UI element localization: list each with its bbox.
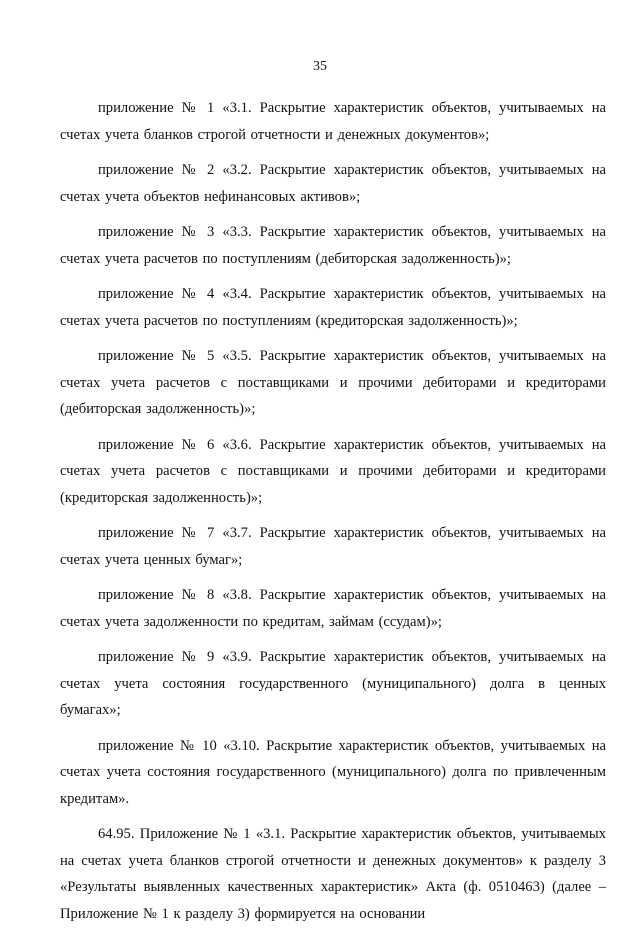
paragraph-appendix-9: приложение № 9 «3.9. Раскрытие характеристик объектов, учитываемых на счетах учета состояния государственного (муниципального) долга в ценных бумагах»; xyxy=(60,649,606,718)
paragraph-appendix-1: приложение № 1 «3.1. Раскрытие характеристик объектов, учитываемых на счетах учета бланков строгой отчетности и денежных документов»; xyxy=(60,100,606,143)
paragraph-appendix-7: приложение № 7 «3.7. Раскрытие характеристик объектов, учитываемых на счетах учета ценных бумаг»; xyxy=(60,525,606,568)
paragraph-appendix-10: приложение № 10 «3.10. Раскрытие характеристик объектов, учитываемых на счетах учета состояния государственного (муниципального) долга по привлеченным кредитам». xyxy=(60,737,606,807)
paragraph-appendix-5: приложение № 5 «3.5. Раскрытие характеристик объектов, учитываемых на счетах учета расчетов с поставщиками и прочими дебиторами и кредиторами (дебиторская задолженность)»; xyxy=(60,348,606,417)
paragraph-appendix-4: приложение № 4 «3.4. Раскрытие характеристик объектов, учитываемых на счетах учета расчетов по поступлениям (кредиторская задолженность)»; xyxy=(60,286,606,329)
page-number: 35 xyxy=(313,59,327,74)
paragraph-appendix-8: приложение № 8 «3.8. Раскрытие характеристик объектов, учитываемых на счетах учета задолженности по кредитам, займам (ссудам)»; xyxy=(60,587,606,630)
paragraph-appendix-2: приложение № 2 «3.2. Раскрытие характеристик объектов, учитываемых на счетах учета объектов нефинансовых активов»; xyxy=(60,162,606,205)
paragraph-clause-64-95: 64.95. Приложение № 1 «3.1. Раскрытие характеристик объектов, учитываемых на счетах учета бланков строгой отчетности и денежных документов» к разделу 3 «Результаты выявленных качественных характеристик» Акта (ф. 0510463) (далее – Приложение № 1 к разделу 3) формируется на основании xyxy=(60,826,606,922)
paragraph-appendix-3: приложение № 3 «3.3. Раскрытие характеристик объектов, учитываемых на счетах учета расчетов по поступлениям (дебиторская задолженность)»; xyxy=(60,224,606,267)
document-body xyxy=(60,95,606,936)
paragraph-appendix-6: приложение № 6 «3.6. Раскрытие характеристик объектов, учитываемых на счетах учета расчетов с поставщиками и прочими дебиторами и кредиторами (кредиторская задолженность)»; xyxy=(60,436,606,506)
